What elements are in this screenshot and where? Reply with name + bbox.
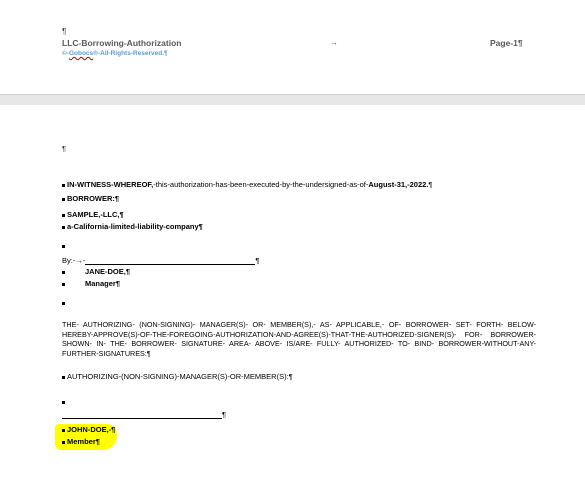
- paragraph-mark-icon: [62, 184, 65, 187]
- witness-date: August-31,-2022.: [368, 180, 429, 189]
- paragraph-mark-icon: [62, 226, 65, 229]
- paragraph-mark-icon: [62, 283, 65, 286]
- company-name: SAMPLE,-LLC,¶: [62, 210, 124, 219]
- by-signature-line: [62, 256, 259, 265]
- blank-line: [62, 241, 67, 250]
- paragraph-mark-icon: [62, 429, 65, 432]
- paragraph-mark-icon: [62, 401, 65, 404]
- blank-line: [62, 397, 67, 406]
- signer-name: JANE-DOE,¶: [62, 267, 130, 276]
- witness-bold: IN-WITNESS-WHEREOF,: [67, 180, 154, 189]
- authorizing-label: AUTHORIZING-(NON-SIGNING)-MANAGER(S)-OR-MEMBER(S):¶: [62, 372, 293, 381]
- blank-line: [62, 298, 67, 307]
- line-end: ¶: [222, 410, 227, 419]
- paragraph-mark-icon: [62, 198, 65, 201]
- signature-line: [85, 264, 255, 265]
- header-tab-arrow: →: [330, 38, 338, 47]
- header-title: LLC-Borrowing-Authorization: [62, 38, 182, 48]
- company-description: a-California-limited-liability-company¶: [62, 222, 203, 231]
- approval-paragraph: THE- AUTHORIZING- (NON-SIGNING)- MANAGER(S)- OR- MEMBER(S),- AS- APPLICABLE,- OF- BORROWER- SET- FORTH- BELOW-HEREBY-APPROVE(S)-OF-THE-FOREGOING-AUTHORIZATION-AND-AGREE(S)-THAT-THE-AUTHORIZED-SIGNER(S)- FOR- BORROWER- SHOWN- IN- THE- BORROWER- SIGNATURE- AREA- ABOVE- IS/ARE- FULLY- AUTHORIZED- TO- BIND- BORROWER-WITHOUT-ANY-FURTHER-SIGNATURES:¶: [62, 320, 536, 358]
- header-page-number: Page-1¶: [490, 38, 523, 48]
- borrower-label: BORROWER:¶: [62, 194, 119, 203]
- copyright-brand: Gobocs: [68, 50, 94, 57]
- witness-end: ¶: [428, 180, 433, 189]
- paragraph-mark-icon: [62, 271, 65, 274]
- witness-line: [62, 180, 432, 189]
- paragraph-mark-icon: [62, 302, 65, 305]
- by-end: ¶: [255, 256, 260, 265]
- copyright-suffix: ®-All-Rights-Reserved.¶: [93, 50, 168, 57]
- member-name: JOHN-DOE,-¶: [62, 425, 115, 434]
- signature-line: [62, 418, 222, 419]
- header-pilcrow: ¶: [62, 27, 67, 36]
- by-label: By:-→-: [62, 256, 86, 265]
- empty-paragraph: ¶: [62, 144, 67, 153]
- header-copyright: [62, 50, 168, 57]
- paragraph-mark-icon: [62, 441, 65, 444]
- member-title: Member¶: [62, 437, 100, 446]
- paragraph-mark-icon: [62, 214, 65, 217]
- copyright-prefix: ©-: [62, 50, 69, 57]
- paragraph-mark-icon: [62, 245, 65, 248]
- witness-text: -this-authorization-has-been-executed-by-the-undersigned-as-of-: [153, 180, 369, 189]
- page-header: [0, 0, 585, 94]
- member-signature-line: [62, 410, 226, 419]
- signer-title: Manager¶: [62, 279, 120, 288]
- paragraph-mark-icon: [62, 376, 65, 379]
